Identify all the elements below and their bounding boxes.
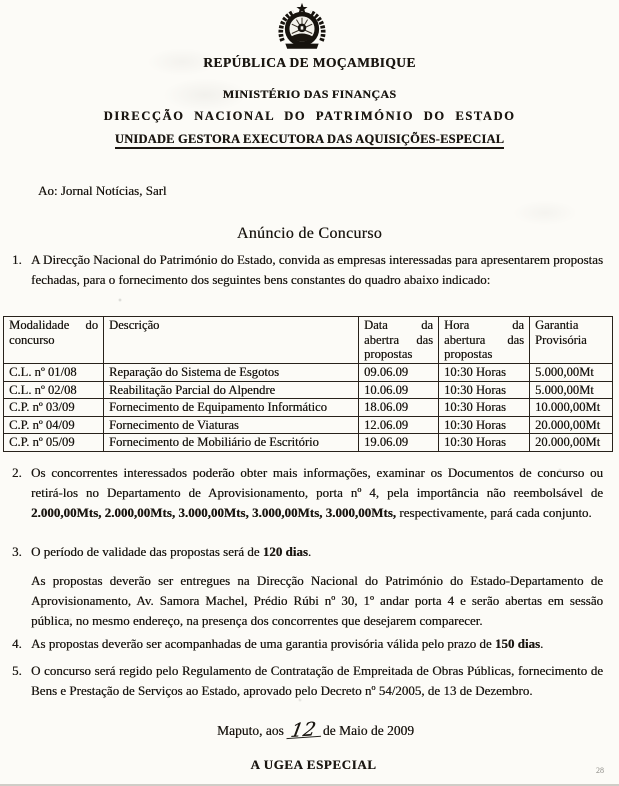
item-number: 4.: [12, 636, 22, 651]
table-row: [4, 364, 613, 382]
item-text: [31, 542, 603, 562]
table-cell: 10:30 Horas: [439, 399, 530, 417]
list-item-3: [12, 542, 603, 562]
table-cell: 10:30 Horas: [439, 381, 530, 399]
item-number: 5.: [12, 663, 22, 678]
table-cell: 5.000,00Mt: [530, 364, 613, 382]
table-cell: 20.000,00Mt: [530, 434, 613, 452]
table-cell: Fornecimento de Mobiliário de Escritório: [104, 434, 359, 452]
table-cell: Fornecimento de Viaturas: [104, 416, 359, 434]
text-run: O concurso será regido pelo Regulamento de Contratação de Empreitada de Obras Públicas, fornecimento de Bens e Prestação de Serviços ao Estado, aprovado pelo Decreto nº 54/2005, de 13 de Dezembro.: [31, 663, 603, 698]
page-title: Anúncio de Concurso: [236, 225, 383, 242]
ministry-title: MINISTÉRIO DAS FINANÇAS: [222, 87, 397, 101]
item-number: 1.: [12, 252, 22, 267]
table-header-row: [4, 317, 613, 364]
table-cell: 5.000,00Mt: [530, 381, 613, 399]
table-row: [4, 399, 613, 417]
item-text: [31, 250, 603, 290]
item-text: [31, 463, 603, 523]
table-row: [4, 416, 613, 434]
mozambique-coat-of-arms-icon: [270, 2, 334, 52]
list-item-1: [12, 250, 603, 290]
table-body: [4, 364, 613, 452]
date-suffix: de Maio de 2009: [322, 723, 415, 738]
table-cell: C.P. nº 04/09: [4, 416, 104, 434]
directorate-title: DIRECÇÃO NACIONAL DO PATRIMÓNIO DO ESTADO: [103, 109, 516, 123]
item-text: [31, 661, 603, 701]
date-prefix: Maputo, aos: [216, 723, 284, 738]
item-number: 2.: [12, 465, 22, 480]
column-header: Hora da abertura das propostas: [439, 317, 530, 364]
table-cell: Reabilitação Parcial do Alpendre: [104, 381, 359, 399]
table-row: [4, 381, 613, 399]
table-cell: 10:30 Horas: [439, 434, 530, 452]
table-cell: Reparação do Sistema de Esgotos: [104, 364, 359, 382]
table-cell: 20.000,00Mt: [530, 416, 613, 434]
table-cell: Fornecimento de Equipamento Informático: [104, 399, 359, 417]
table-cell: 09.06.09: [359, 364, 439, 382]
column-header: Garantia Provisória: [530, 317, 613, 364]
bold-text-run: 2.000,00Mts, 2.000,00Mts, 3.000,00Mts, 3.000,00Mts, 3.000,00Mts,: [31, 505, 397, 520]
table-row: [4, 434, 613, 452]
date-line: [0, 718, 619, 742]
table-cell: C.L. nº 02/08: [4, 381, 104, 399]
republic-title: REPÚBLICA DE MOÇAMBIQUE: [203, 55, 416, 70]
bold-text-run: 150 dias: [494, 636, 541, 651]
table-cell: 10:30 Horas: [439, 364, 530, 382]
text-run: As propostas deverão ser acompanhadas de uma garantia provisória válida pelo prazo de: [31, 636, 495, 651]
list-item-5: [12, 661, 603, 701]
text-run: Os concorrentes interessados poderão obter mais informações, examinar os Documentos de concurso ou retirá-los no Departamento de Aprovisionamento, porta nº 4, pela importância não reembolsável de: [31, 465, 603, 500]
column-header: Modalidade do concurso: [4, 317, 104, 364]
table-cell: 12.06.09: [359, 416, 439, 434]
tender-table: [3, 316, 613, 452]
column-header: Data da abertra das propostas: [359, 317, 439, 364]
unit-title: [0, 132, 619, 147]
handwritten-day: 12: [286, 722, 323, 739]
table-cell: C.P. nº 03/09: [4, 399, 104, 417]
table-cell: 10.000,00Mt: [530, 399, 613, 417]
page-number: 28: [596, 766, 604, 775]
item-number: 3.: [12, 544, 22, 559]
text-run: O período de validade das propostas será de: [31, 544, 263, 559]
text-run: A Direcção Nacional do Património do Estado, convida as empresas interessadas para apresentarem propostas fechadas, para o fornecimento dos seguintes bens constantes do quadro abaixo indicado:: [31, 252, 603, 287]
table-cell: C.P. nº 05/09: [4, 434, 104, 452]
text-run: As propostas deverão ser entregues na Direcção Nacional do Património do Estado-Departamento de Aprovisionamento, Av. Samora Machel, Prédio Rúbi nº 30, 1º andar porta 4 e serão abertas em sessão pública, no mesmo endereço, na presença dos concorrentes que desejarem comparecer.: [31, 573, 603, 628]
text-run: .: [307, 544, 312, 559]
table-cell: C.L. nº 01/08: [4, 364, 104, 382]
bold-text-run: 120 dias: [262, 544, 308, 559]
addressee-line: Ao: Jornal Notícias, Sarl: [38, 183, 167, 198]
text-run: .: [540, 636, 544, 651]
item-text: [31, 634, 603, 654]
column-header: Descrição: [104, 317, 359, 364]
table-cell: 18.06.09: [359, 399, 439, 417]
unit-title-text: UNIDADE GESTORA EXECUTORA DAS AQUISIÇÕES-ESPECIAL: [115, 132, 504, 149]
table-cell: 19.06.09: [359, 434, 439, 452]
table-cell: 10:30 Horas: [439, 416, 530, 434]
table-cell: 10.06.09: [359, 381, 439, 399]
delivery-address-paragraph: [31, 571, 603, 631]
text-run: respectivamente, pará cada conjunto.: [396, 505, 592, 520]
signature-line: A UGEA ESPECIAL: [250, 757, 377, 772]
list-item-4: [12, 634, 603, 654]
list-item-2: [12, 463, 603, 523]
